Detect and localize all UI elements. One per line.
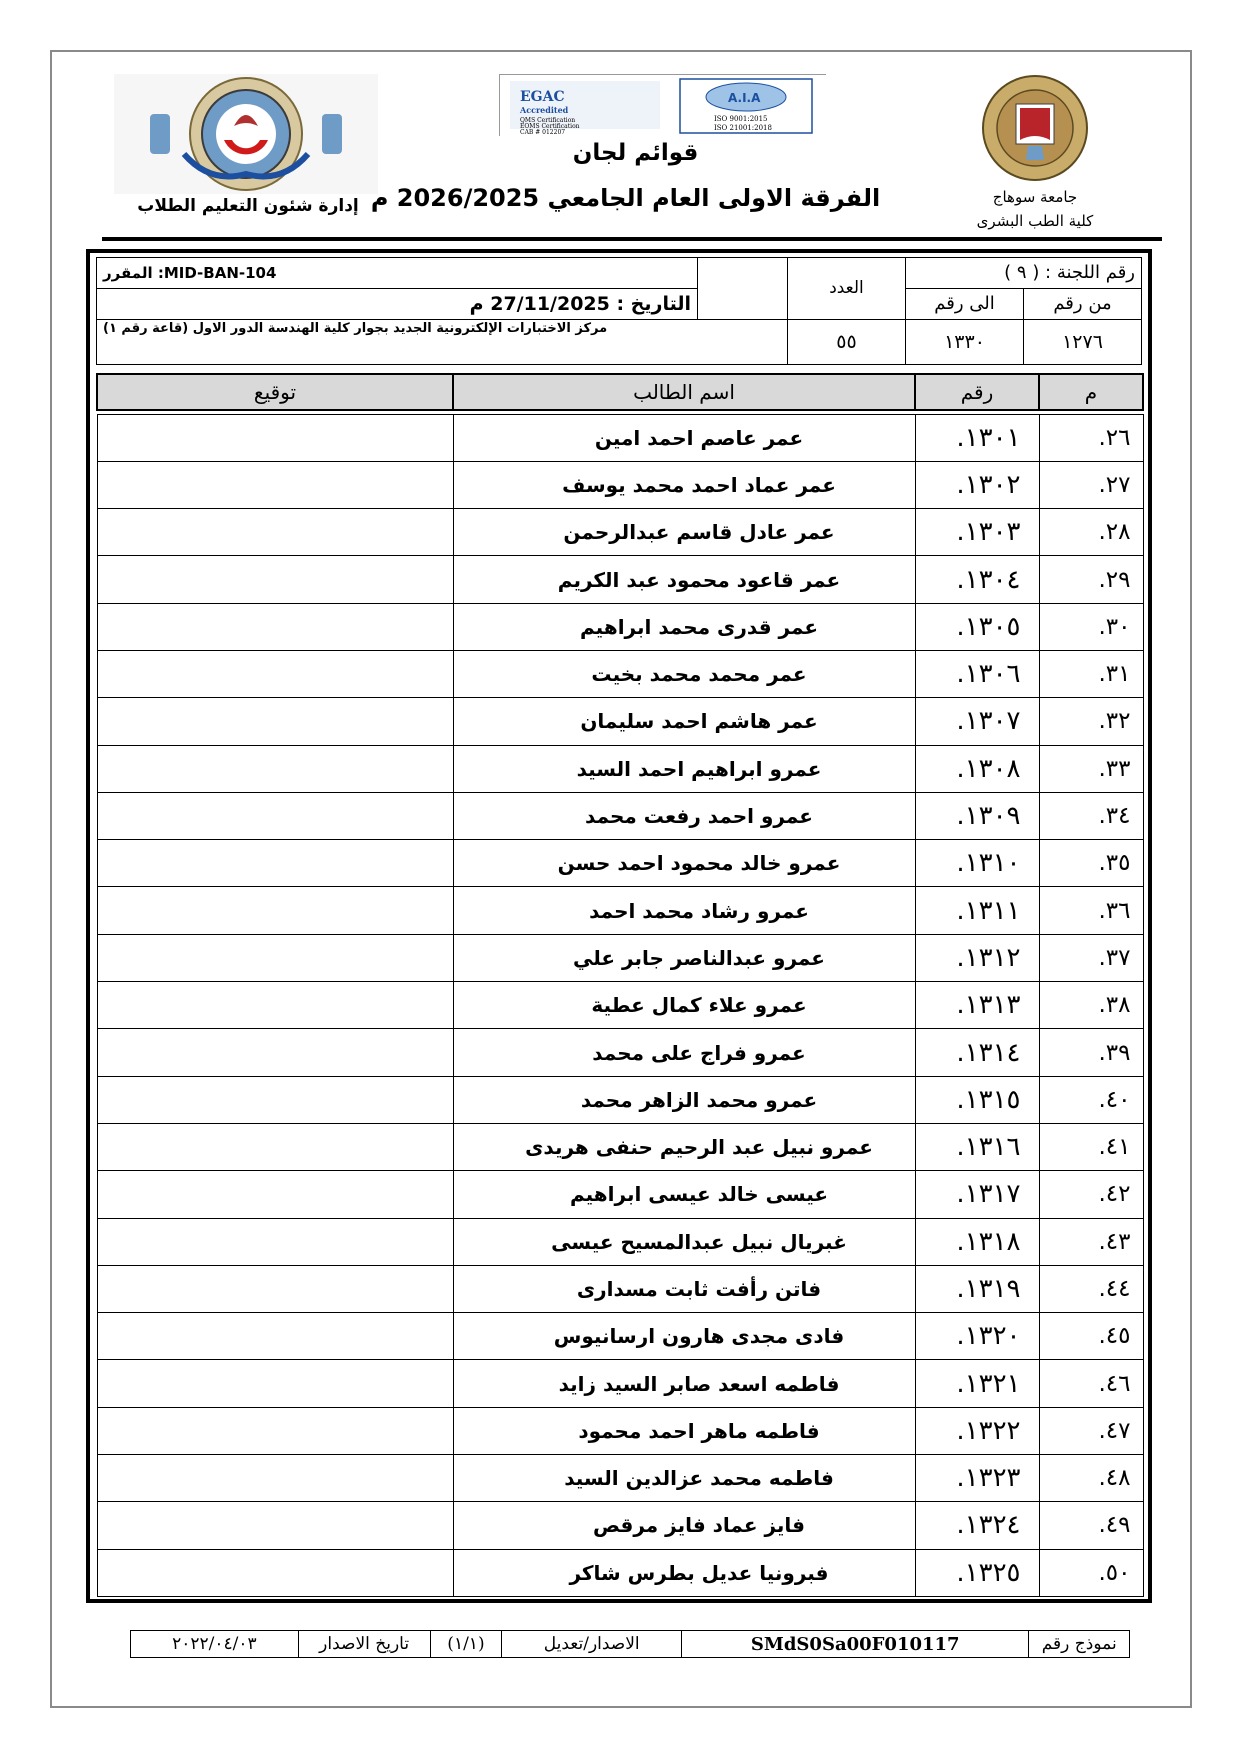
row-index: ٤٣. [1039, 1218, 1143, 1265]
table-row [97, 1549, 1143, 1596]
svg-text:ISO 9001:2015: ISO 9001:2015 [714, 115, 768, 123]
count-value: ٥٥ [788, 319, 906, 364]
form-number-label: نموذج رقم [1029, 1631, 1130, 1658]
student-number: ١٣٠١. [915, 414, 1039, 461]
student-list-table [96, 373, 1144, 1597]
svg-text:CAB # 012207: CAB # 012207 [520, 129, 566, 136]
signature-cell [97, 840, 453, 887]
svg-text:A.I.A: A.I.A [728, 91, 761, 105]
student-name: عمرو علاء كمال عطية [453, 982, 915, 1029]
student-name: عمرو ابراهيم احمد السيد [453, 745, 915, 792]
student-name: عمر محمد محمد بخيت [453, 650, 915, 697]
signature-cell [97, 1076, 453, 1123]
svg-text:QMS Certification: QMS Certification [520, 117, 576, 124]
signature-cell [97, 1502, 453, 1549]
row-index: ٤٠. [1039, 1076, 1143, 1123]
table-row [97, 1265, 1143, 1312]
table-row [97, 1123, 1143, 1170]
signature-cell [97, 1029, 453, 1076]
student-name: عمرو فراج على محمد [453, 1029, 915, 1076]
signature-cell [97, 414, 453, 461]
svg-text:EGAC: EGAC [520, 89, 565, 105]
signature-cell [97, 934, 453, 981]
column-header-number: رقم [915, 374, 1039, 410]
student-number: ١٣٢٠. [915, 1313, 1039, 1360]
student-number: ١٣٠٣. [915, 509, 1039, 556]
committee-number: رقم اللجنة : ( ٩ ) [906, 258, 1142, 289]
row-index: ٤٢. [1039, 1171, 1143, 1218]
signature-cell [97, 1171, 453, 1218]
faculty-name: كلية الطب البشرى [976, 212, 1094, 230]
student-number: ١٣٢٣. [915, 1455, 1039, 1502]
column-header-index: م [1039, 374, 1143, 410]
row-index: ٢٧. [1039, 461, 1143, 508]
to-number-value: ١٣٣٠ [906, 319, 1024, 364]
row-index: ٣٥. [1039, 840, 1143, 887]
table-row [97, 650, 1143, 697]
student-name: عمرو عبدالناصر جابر علي [453, 934, 915, 981]
student-name: عمرو احمد رفعت محمد [453, 792, 915, 839]
signature-cell [97, 603, 453, 650]
certification-logo [499, 74, 826, 136]
table-row [97, 934, 1143, 981]
table-row [97, 1313, 1143, 1360]
student-name: عمر عادل قاسم عبدالرحمن [453, 509, 915, 556]
signature-cell [97, 1549, 453, 1596]
row-index: ٤٧. [1039, 1407, 1143, 1454]
table-row [97, 1455, 1143, 1502]
table-row [97, 1076, 1143, 1123]
from-number-label: من رقم [1024, 288, 1142, 319]
signature-cell [97, 509, 453, 556]
student-name: فاطمه ماهر احمد محمود [453, 1407, 915, 1454]
row-index: ٤٩. [1039, 1502, 1143, 1549]
exam-location: مركز الاختبارات الإلكترونية الجديد بجوار كلية الهندسة الدور الاول (قاعة رقم ١) [97, 319, 788, 364]
student-name: عمرو خالد محمود احمد حسن [453, 840, 915, 887]
svg-text:EOMS Certification: EOMS Certification [520, 123, 580, 130]
edition-value: (١/١) [430, 1631, 502, 1658]
table-row [97, 1171, 1143, 1218]
student-name: عمر قاعود محمود عبد الكريم [453, 556, 915, 603]
table-row [97, 982, 1143, 1029]
student-number: ١٣٠٧. [915, 698, 1039, 745]
row-index: ٣٧. [1039, 934, 1143, 981]
table-row [97, 461, 1143, 508]
row-index: ٢٨. [1039, 509, 1143, 556]
student-number: ١٣١٦. [915, 1123, 1039, 1170]
to-number-label: الى رقم [906, 288, 1024, 319]
row-index: ٢٦. [1039, 414, 1143, 461]
department-name: إدارة شئون التعليم الطلاب [137, 196, 359, 216]
student-number: ١٣١٠. [915, 840, 1039, 887]
committee-list-box [86, 249, 1152, 1603]
student-name: فادى مجدى هارون ارسانيوس [453, 1313, 915, 1360]
row-index: ٣٨. [1039, 982, 1143, 1029]
student-number: ١٣٢٢. [915, 1407, 1039, 1454]
signature-cell [97, 556, 453, 603]
svg-text:ISO 21001:2018: ISO 21001:2018 [714, 124, 772, 132]
column-header-signature: توقيع [97, 374, 453, 410]
signature-cell [97, 1455, 453, 1502]
signature-cell [97, 1313, 453, 1360]
student-number: ١٣١٩. [915, 1265, 1039, 1312]
row-index: ٣٦. [1039, 887, 1143, 934]
student-number: ١٣١٤. [915, 1029, 1039, 1076]
student-number: ١٣٠٥. [915, 603, 1039, 650]
committee-info-table [96, 257, 1142, 365]
table-row [97, 1029, 1143, 1076]
table-row [97, 887, 1143, 934]
student-number: ١٣١٣. [915, 982, 1039, 1029]
table-row [97, 1502, 1143, 1549]
signature-cell [97, 792, 453, 839]
signature-cell [97, 1407, 453, 1454]
row-index: ٥٠. [1039, 1549, 1143, 1596]
table-row [97, 1407, 1143, 1454]
row-index: ٣٤. [1039, 792, 1143, 839]
student-number: ١٣١٢. [915, 934, 1039, 981]
form-footer [130, 1630, 1130, 1658]
course-code: المقرر :MID-BAN-104 [97, 258, 698, 289]
table-row [97, 1218, 1143, 1265]
student-list-body [97, 410, 1143, 1596]
table-row [97, 792, 1143, 839]
student-number: ١٣٠٢. [915, 461, 1039, 508]
student-name: فاتن رأفت ثابت مسدارى [453, 1265, 915, 1312]
student-name: عمر هاشم احمد سليمان [453, 698, 915, 745]
column-header-student-name: اسم الطالب [453, 374, 915, 410]
student-name: فايز عماد فايز مرقص [453, 1502, 915, 1549]
signature-cell [97, 982, 453, 1029]
student-number: ١٣٢٤. [915, 1502, 1039, 1549]
student-number: ١٣١٥. [915, 1076, 1039, 1123]
table-row [97, 745, 1143, 792]
signature-cell [97, 1218, 453, 1265]
student-number: ١٣١٧. [915, 1171, 1039, 1218]
student-name: فاطمه محمد عزالدين السيد [453, 1455, 915, 1502]
signature-cell [97, 698, 453, 745]
student-name: عمر قدرى محمد ابراهيم [453, 603, 915, 650]
signature-cell [97, 1265, 453, 1312]
table-row [97, 414, 1143, 461]
student-number: ١٣٢٥. [915, 1549, 1039, 1596]
table-row [97, 556, 1143, 603]
student-number: ١٣٠٦. [915, 650, 1039, 697]
from-number-value: ١٢٧٦ [1024, 319, 1142, 364]
university-name: جامعة سوهاج [992, 188, 1078, 206]
signature-cell [97, 461, 453, 508]
row-index: ٤٦. [1039, 1360, 1143, 1407]
row-index: ٣٩. [1039, 1029, 1143, 1076]
row-index: ٢٩. [1039, 556, 1143, 603]
edition-label: الاصدار/تعديل [502, 1631, 682, 1658]
signature-cell [97, 1123, 453, 1170]
row-index: ٤٤. [1039, 1265, 1143, 1312]
student-number: ١٣٠٤. [915, 556, 1039, 603]
signature-cell [97, 887, 453, 934]
student-name: فبرونيا عديل بطرس شاكر [453, 1549, 915, 1596]
row-index: ٤١. [1039, 1123, 1143, 1170]
form-code: SMdS0Sa00F010117 [682, 1631, 1029, 1658]
signature-cell [97, 745, 453, 792]
row-index: ٣١. [1039, 650, 1143, 697]
table-row [97, 698, 1143, 745]
faculty-of-medicine-logo [114, 74, 378, 194]
student-name: عمرو رشاد محمد احمد [453, 887, 915, 934]
signature-cell [97, 1360, 453, 1407]
header-divider [102, 237, 1162, 241]
document-title: قوائم لجان [572, 140, 699, 166]
row-index: ٤٥. [1039, 1313, 1143, 1360]
student-name: غبريال نبيل عبدالمسيح عيسى [453, 1218, 915, 1265]
row-index: ٤٨. [1039, 1455, 1143, 1502]
student-name: عمر عاصم احمد امين [453, 414, 915, 461]
issue-date-label: تاريخ الاصدار [298, 1631, 430, 1658]
row-index: ٣٠. [1039, 603, 1143, 650]
row-index: ٣٢. [1039, 698, 1143, 745]
student-number: ١٣٢١. [915, 1360, 1039, 1407]
student-number: ١٣٠٨. [915, 745, 1039, 792]
table-row [97, 1360, 1143, 1407]
student-name: فاطمه اسعد صابر السيد زايد [453, 1360, 915, 1407]
academic-year-title: الفرقة الاولى العام الجامعي 2026/2025 م [370, 184, 881, 212]
student-number: ١٣١٨. [915, 1218, 1039, 1265]
student-number: ١٣١١. [915, 887, 1039, 934]
table-row [97, 509, 1143, 556]
count-label: العدد [788, 258, 906, 320]
row-index: ٣٣. [1039, 745, 1143, 792]
svg-text:Accredited: Accredited [520, 105, 569, 115]
exam-date: التاريخ : 27/11/2025 م [97, 288, 698, 319]
table-row [97, 840, 1143, 887]
student-name: عيسى خالد عيسى ابراهيم [453, 1171, 915, 1218]
student-number: ١٣٠٩. [915, 792, 1039, 839]
student-name: عمرو نبيل عبد الرحيم حنفى هريدى [453, 1123, 915, 1170]
table-row [97, 603, 1143, 650]
student-name: عمرو محمد الزاهر محمد [453, 1076, 915, 1123]
signature-cell [97, 650, 453, 697]
student-name: عمر عماد احمد محمد يوسف [453, 461, 915, 508]
issue-date-value: ٢٠٢٢/٠٤/٠٣ [131, 1631, 299, 1658]
